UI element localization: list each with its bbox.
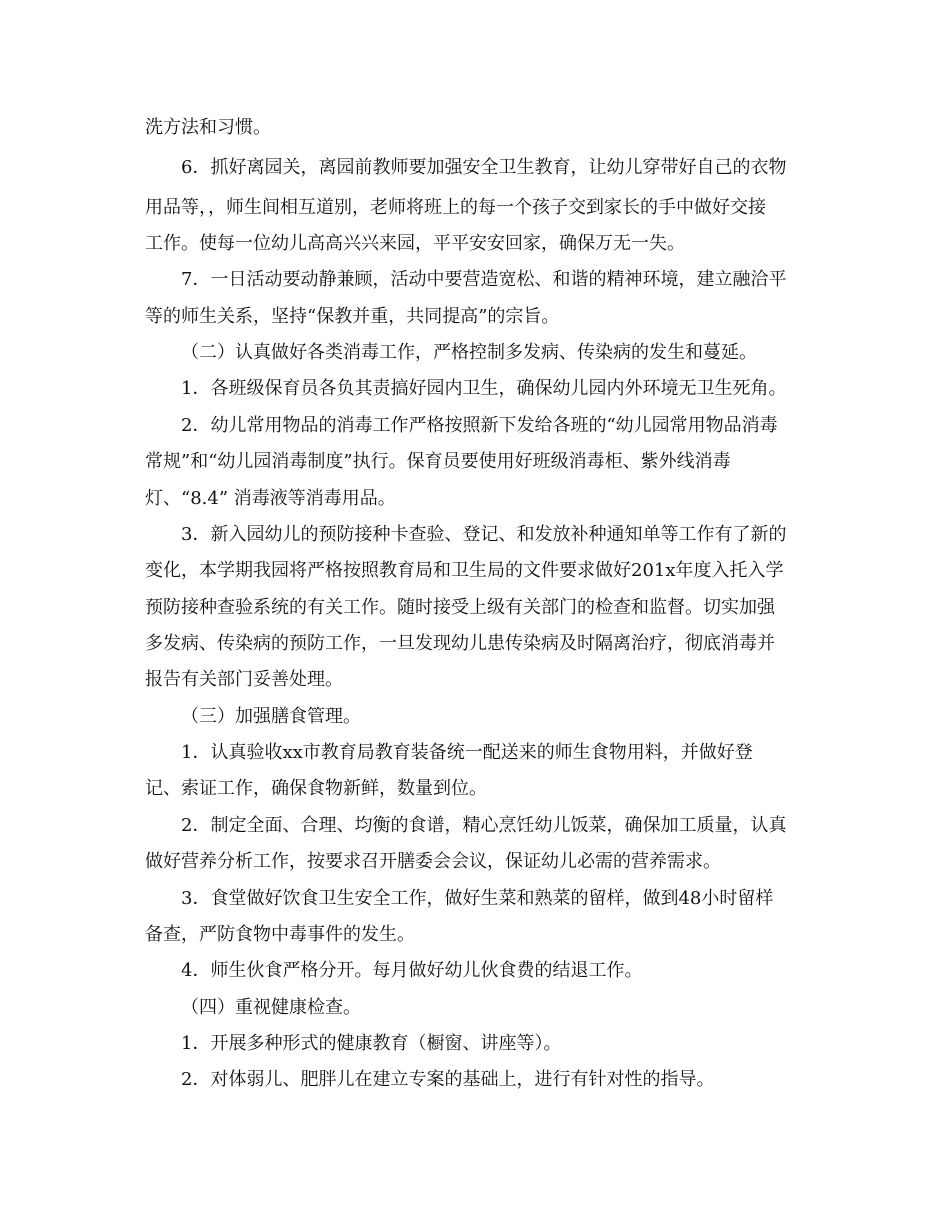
text-line: 报告有关部门妥善处理。 [145,669,343,690]
text-line: 用品等，，师生间相互道别，老师将班上的每一个孩子交到家长的手中做好交接 [145,197,766,218]
text-line: 记、索证工作，确保食物新鲜，数量到位。 [145,778,487,799]
text-line: 6．抓好离园关，离园前教师要加强安全卫生教育，让幼儿穿带好自己的衣物 [181,157,787,178]
text-line: 多发病、传染病的预防工作，一旦发现幼儿患传染病及时隔离治疗，彻底消毒并 [145,633,775,654]
text-line: 2．幼儿常用物品的消毒工作严格按照新下发给各班的“幼儿园常用物品消毒 [181,415,778,436]
section-heading: （二）认真做好各类消毒工作，严格控制多发病、传染病的发生和蔓延。 [181,342,757,363]
text-line: 2．对体弱儿、肥胖儿在建立专案的基础上，进行有针对性的指导。 [181,1069,715,1090]
text-line: 1．认真验收xx市教育局教育装备统一配送来的师生食物用料，并做好登 [181,742,753,763]
section-heading: （四）重视健康检查。 [181,997,361,1018]
text-line: 工作。使每一位幼儿高高兴兴来园，平平安安回家，确保万无一失。 [145,233,685,254]
section-heading: （三）加强膳食管理。 [181,706,361,727]
text-line: 2．制定全面、合理、均衡的食谱，精心烹饪幼儿饭菜，确保加工质量，认真 [181,815,787,836]
text-line: 常规”和“幼儿园消毒制度”执行。保育员要使用好班级消毒柜、紫外线消毒 [145,451,731,472]
text-line: 做好营养分析工作，按要求召开膳委会会议，保证幼儿必需的营养需求。 [145,851,721,872]
text-line: 灯、“8.4” 消毒液等消毒用品。 [145,488,396,509]
text-line: 7．一日活动要动静兼顾，活动中要营造宽松、和谐的精神环境，建立融洽平 [181,269,787,290]
text-line: 等的师生关系，坚持“保教并重，共同提高”的宗旨。 [145,306,560,327]
text-line: 3．食堂做好饮食卫生安全工作，做好生菜和熟菜的留样，做到48小时留样 [181,888,774,909]
text-line: 3．新入园幼儿的预防接种卡查验、登记、和发放补种通知单等工作有了新的 [181,524,787,545]
text-line: 4．师生伙食严格分开。每月做好幼儿伙食费的结退工作。 [181,960,643,981]
text-line: 预防接种查验系统的有关工作。随时接受上级有关部门的检查和监督。切实加强 [145,597,775,618]
text-line: 洗方法和习惯。 [145,117,271,138]
text-line: 1．开展多种形式的健康教育（橱窗、讲座等）。 [181,1033,562,1054]
text-line: 1．各班级保育员各负其责搞好园内卫生，确保幼儿园内外环境无卫生死角。 [181,378,787,399]
text-line: 备查，严防食物中毒事件的发生。 [145,924,415,945]
text-line: 变化，本学期我园将严格按照教育局和卫生局的文件要求做好201x年度入托入学 [145,560,784,581]
